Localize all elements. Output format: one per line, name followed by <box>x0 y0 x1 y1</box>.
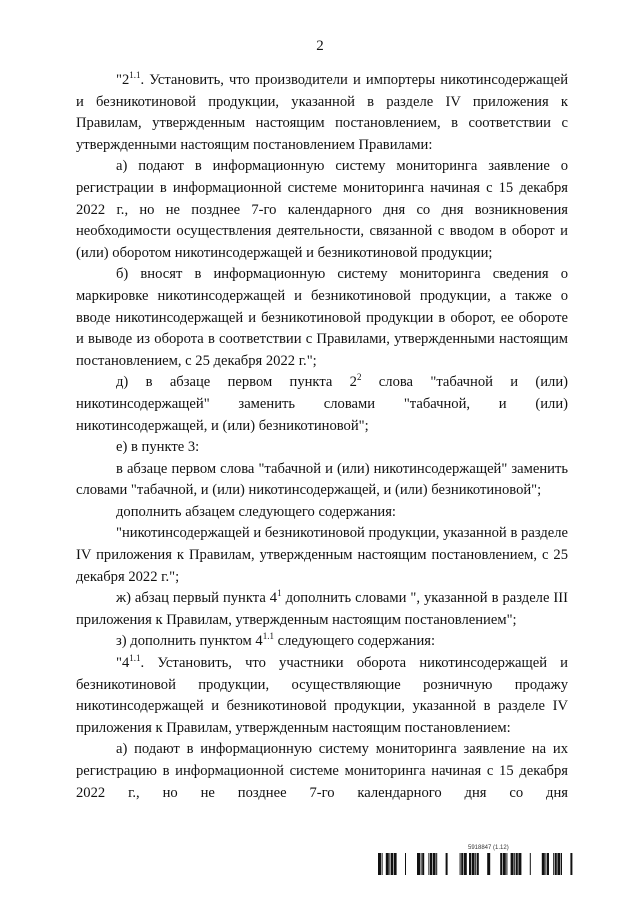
paragraph: д) в абзаце первом пункта $2^2$ слова "табачной и (или) никотинсодержащей" заменить словами "табачной, и (или) никотинсодержащей, и (или) безникотиновой"; <box>76 372 568 434</box>
paragraph: е) в пункте 3: <box>116 439 200 456</box>
paragraph: "$2^{1.1}$. Установить, что производители и импортеры никотинсодержащей и безникотиновой продукции, указанной в разделе IV приложения к Правилам, утвержденным настоящим постановлением, в соответствии с утвержденными настоящим постановлением Правилами: <box>76 70 568 153</box>
paragraph: а) подают в информационную систему мониторинга заявление о регистрации в информационной системе мониторинга начиная с 15 декабря 2022 г., но не позднее 7-го календарного дня со дня возникновения необходимости осуществления деятельности, связанной с вводом в оборот и (или) оборотом никотинсодержащей и безникотиновой продукции; <box>76 158 568 261</box>
paragraph: "никотинсодержащей и безникотиновой продукции, указанной в разделе IV приложения к Правилам, утвержденным настоящим постановлением, с 25 декабря 2022 г."; <box>76 525 568 585</box>
paragraph: "$4^{1.1}$. Установить, что участники оборота никотинсодержащей и безникотиновой продукции, осуществляющие розничную продажу никотинсодержащей и безникотиновой продукции, указанной в разделе IV приложения к Правилам, утвержденным настоящим постановлением: <box>76 653 568 736</box>
paragraph: дополнить абзацем следующего содержания: <box>116 503 396 520</box>
document-body <box>76 70 568 804</box>
paragraph: а) подают в информационную систему мониторинга заявление на их регистрацию в информационной системе мониторинга начиная с 15 декабря 2022 г., но не позднее 7-го календарного дня со дня <box>76 741 568 801</box>
document-code: 5918847 (1.12) <box>468 845 509 851</box>
paragraph: в абзаце первом слова "табачной и (или) никотинсодержащей" заменить словами "табачной, и (или) никотинсодержащей, и (или) безникотиновой"; <box>76 460 568 499</box>
page-number: 2 <box>316 38 324 54</box>
paragraph: ж) абзац первый пункта $4^1$ дополнить словами ", указанной в разделе III приложения к Правилам, утвержденным настоящим постановлением"; <box>76 588 568 628</box>
paragraph: б) вносят в информационную систему мониторинга сведения о маркировке никотинсодержащей и безникотиновой продукции, а также о вводе никотинсодержащей и безникотиновой продукции в оборот, ее обороте и выводе из оборота в соответствии с Правилами, утвержденными настоящим постановлением, с 25 декабря 2022 г."; <box>76 266 568 369</box>
paragraph: з) дополнить пунктом $4^{1.1}$ следующего содержания: <box>116 631 436 650</box>
barcode-icon <box>378 853 574 875</box>
